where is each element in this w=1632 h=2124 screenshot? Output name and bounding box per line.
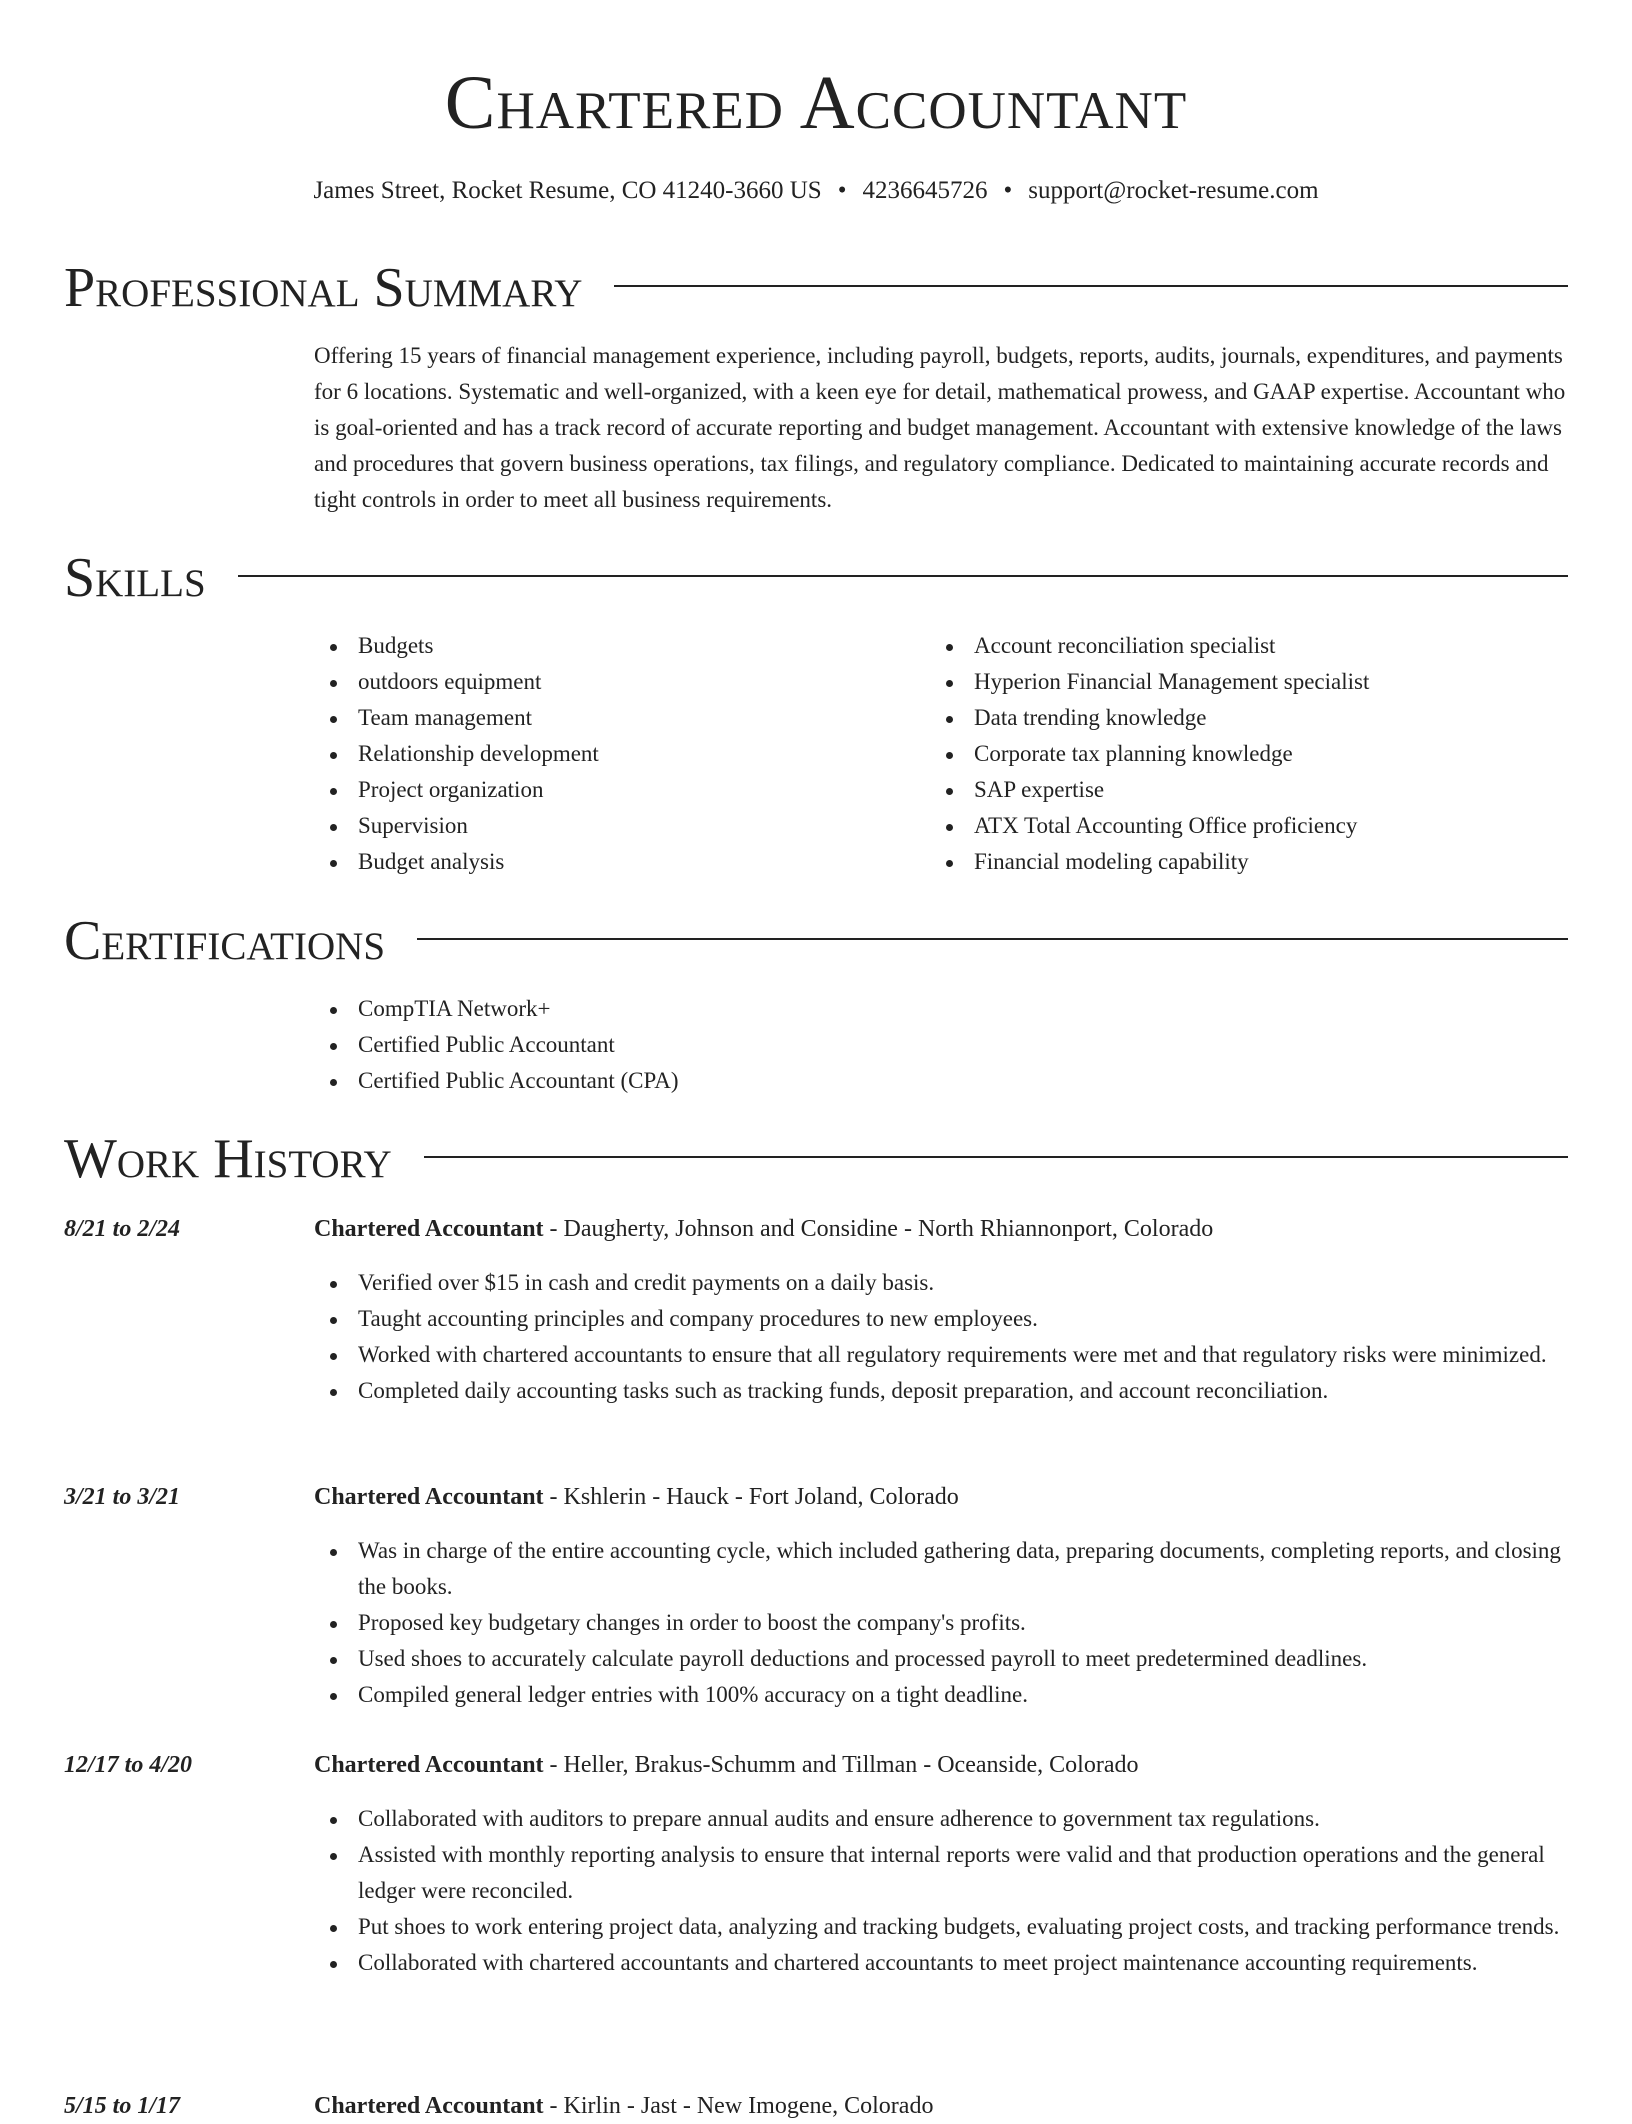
skill-item: Data trending knowledge [930, 700, 1568, 736]
section-divider [424, 1156, 1568, 1158]
job-company-location: - Daugherty, Johnson and Considine - North Rhiannonport, Colorado [543, 1216, 1214, 1242]
contact-address: James Street, Rocket Resume, CO 41240-3660 US [313, 177, 822, 204]
work-history-section-header [64, 1127, 1568, 1191]
job-role: Chartered Accountant [314, 2093, 544, 2119]
skill-item: ATX Total Accounting Office proficiency [930, 808, 1568, 844]
skill-item: Account reconciliation specialist [930, 628, 1568, 664]
job-bullet: Collaborated with chartered accountants and chartered accountants to meet project maintenance accounting requirements. [314, 1945, 1568, 1981]
skill-item: outdoors equipment [314, 664, 914, 700]
job-dates: 12/17 to 4/20 [64, 1752, 193, 1778]
skill-item: Budgets [314, 628, 914, 664]
job-company-location: - Heller, Brakus-Schumm and Tillman - Oceanside, Colorado [543, 1752, 1139, 1778]
skill-item: Team management [314, 700, 914, 736]
section-divider [417, 938, 1568, 940]
job-dates: 8/21 to 2/24 [64, 1216, 181, 1242]
job-bullets [314, 1265, 1568, 1409]
job-bullet: Assisted with monthly reporting analysis to ensure that internal reports were valid and that production operations and the general ledger were reconciled. [314, 1837, 1568, 1909]
skills-section-title: Skills [64, 547, 206, 609]
job-role: Chartered Accountant [314, 1484, 544, 1510]
certification-item: Certified Public Accountant (CPA) [314, 1063, 1568, 1099]
contact-line [64, 174, 1568, 208]
job-title-line [314, 1479, 1568, 1515]
skill-item: Hyperion Financial Management specialist [930, 664, 1568, 700]
job-bullet: Completed daily accounting tasks such as tracking funds, deposit preparation, and account reconciliation. [314, 1373, 1568, 1409]
job-bullet: Proposed key budgetary changes in order to boost the company's profits. [314, 1605, 1568, 1641]
job-bullets [314, 1801, 1568, 1981]
job-title-line [314, 2088, 1568, 2124]
contact-separator: • [837, 177, 847, 204]
job-title-line [314, 1211, 1568, 1247]
job-dates: 5/15 to 1/17 [64, 2093, 181, 2119]
resume-name: Chartered Accountant [444, 61, 1188, 145]
job-bullet: Taught accounting principles and company procedures to new employees. [314, 1301, 1568, 1337]
contact-separator: • [1003, 177, 1013, 204]
job-bullet: Verified over $15 in cash and credit payments on a daily basis. [314, 1265, 1568, 1301]
job-company-location: - Kshlerin - Hauck - Fort Joland, Colorado [543, 1484, 959, 1510]
skill-item: SAP expertise [930, 772, 1568, 808]
contact-email: support@rocket-resume.com [1028, 177, 1319, 204]
job-dates: 3/21 to 3/21 [64, 1484, 181, 1510]
certifications-section-header [64, 909, 1568, 973]
job-title-line [314, 1747, 1568, 1783]
skill-item: Project organization [314, 772, 914, 808]
summary-section-title: Professional Summary [64, 257, 583, 319]
job-bullets [314, 1533, 1568, 1713]
summary-section-header [64, 256, 1568, 320]
skill-item: Budget analysis [314, 844, 914, 880]
certification-item: Certified Public Accountant [314, 1027, 1568, 1063]
job-company-location: - Kirlin - Jast - New Imogene, Colorado [543, 2093, 934, 2119]
contact-phone: 4236645726 [862, 177, 988, 204]
certifications-list [314, 991, 1568, 1099]
job-bullet: Was in charge of the entire accounting cycle, which included gathering data, preparing documents, completing reports, and closing the books. [314, 1533, 1568, 1605]
skill-item: Relationship development [314, 736, 914, 772]
certification-item: CompTIA Network+ [314, 991, 1568, 1027]
job-role: Chartered Accountant [314, 1216, 544, 1242]
job-role: Chartered Accountant [314, 1752, 544, 1778]
job-bullet: Put shoes to work entering project data, analyzing and tracking budgets, evaluating project costs, and tracking performance trends. [314, 1909, 1568, 1945]
skills-section-header [64, 546, 1568, 610]
work-history-section-title: Work History [64, 1128, 392, 1190]
skill-item: Corporate tax planning knowledge [930, 736, 1568, 772]
job-bullet: Worked with chartered accountants to ensure that all regulatory requirements were met and that regulatory risks were minimized. [314, 1337, 1568, 1373]
certifications-section-title: Certifications [64, 910, 386, 972]
job-bullet: Used shoes to accurately calculate payroll deductions and processed payroll to meet predetermined deadlines. [314, 1641, 1568, 1677]
section-divider [238, 575, 1568, 577]
skill-item: Financial modeling capability [930, 844, 1568, 880]
job-bullet: Compiled general ledger entries with 100% accuracy on a tight deadline. [314, 1677, 1568, 1713]
section-divider [614, 285, 1568, 287]
skills-list-left [314, 628, 914, 880]
summary-text: Offering 15 years of financial management experience, including payroll, budgets, reports, audits, journals, expenditures, and payments for 6 locations. Systematic and well-organized, with a keen eye for detail, mathematical prowess, and GAAP expertise. Accountant who is goal-oriented and has a track record of accurate reporting and budget management. Accountant with extensive knowledge of the laws and procedures that govern business operations, tax filings, and regulatory compliance. Dedicated to maintaining accurate records and tight controls in order to meet all business requirements. [314, 343, 1566, 512]
job-bullet: Collaborated with auditors to prepare annual audits and ensure adherence to government tax regulations. [314, 1801, 1568, 1837]
skills-list-right [930, 628, 1568, 880]
skill-item: Supervision [314, 808, 914, 844]
